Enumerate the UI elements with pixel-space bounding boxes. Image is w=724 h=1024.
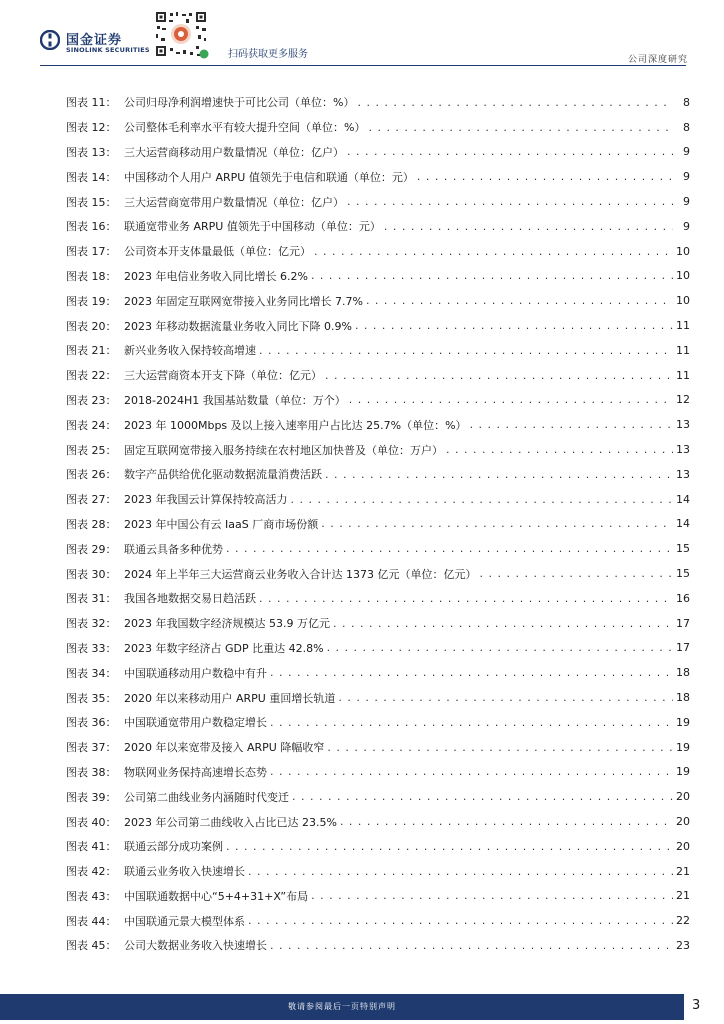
figure-page-number: 14 (676, 492, 690, 506)
figure-list-item[interactable] (66, 536, 690, 561)
figure-number: 图表 11： (66, 96, 117, 110)
figure-list-item[interactable] (66, 884, 690, 909)
dot-leader (270, 939, 673, 952)
figure-title: 2018-2024H1 我国基站数量（单位：万个） (124, 393, 346, 407)
figure-title: 联通宽带业务 ARPU 值领先于中国移动（单位：元） (124, 220, 381, 234)
figure-page-number: 10 (676, 269, 690, 283)
figure-number: 图表 27： (66, 493, 117, 507)
figure-number: 图表 24： (66, 418, 117, 432)
figure-page-number: 10 (676, 244, 690, 258)
figure-list-item[interactable] (66, 760, 690, 785)
figure-page-number: 8 (683, 120, 690, 134)
figure-list-item[interactable] (66, 388, 690, 413)
figure-list-item[interactable] (66, 288, 690, 313)
figure-list-item[interactable] (66, 313, 690, 338)
brand-name-en: SINOLINK SECURITIES (66, 46, 150, 54)
dot-leader (357, 96, 673, 109)
dot-leader (366, 294, 673, 307)
figure-page-number: 18 (676, 691, 690, 705)
figure-list-item[interactable] (66, 611, 690, 636)
figure-list-item[interactable] (66, 164, 690, 189)
figure-list (66, 90, 690, 958)
figure-title: 公司大数据业务收入快速增长 (124, 939, 267, 953)
figure-number: 图表 20： (66, 319, 117, 333)
figure-title: 2020 年以来宽带及接入 ARPU 降幅收窄 (124, 741, 325, 755)
brand-name-cn: 国金证券 (66, 33, 123, 48)
dot-leader (340, 815, 673, 828)
dot-leader (384, 220, 673, 233)
figure-page-number: 14 (676, 517, 690, 531)
dot-leader (292, 790, 673, 803)
dot-leader (248, 865, 673, 878)
figure-page-number: 11 (676, 368, 690, 382)
figure-number: 图表 31： (66, 592, 117, 606)
sinolink-logo-mark-icon (40, 30, 60, 50)
figure-number: 图表 15： (66, 195, 117, 209)
figure-list-item[interactable] (66, 189, 690, 214)
figure-page-number: 13 (676, 418, 690, 432)
figure-title: 我国各地数据交易日趋活跃 (124, 592, 256, 606)
figure-title: 三大运营商资本开支下降（单位：亿元） (124, 369, 322, 383)
figure-page-number: 9 (683, 170, 690, 184)
figure-list-item[interactable] (66, 685, 690, 710)
figure-number: 图表 21： (66, 344, 117, 358)
dot-leader (321, 517, 673, 530)
figure-title: 2023 年我国云计算保持较高活力 (124, 493, 288, 507)
dot-leader (270, 666, 673, 679)
dot-leader (479, 567, 673, 580)
figure-title: 中国联通宽带用户数稳定增长 (124, 716, 267, 730)
figure-page-number: 13 (676, 443, 690, 457)
figure-page-number: 17 (676, 641, 690, 655)
figure-number: 图表 37： (66, 741, 117, 755)
figure-page-number: 12 (676, 393, 690, 407)
dot-leader (355, 319, 673, 332)
figure-list-item[interactable] (66, 214, 690, 239)
figure-title: 物联网业务保持高速增长态势 (124, 765, 267, 779)
figure-page-number: 9 (683, 195, 690, 209)
figure-title: 中国联通元景大模型体系 (124, 914, 245, 928)
figure-page-number: 13 (676, 467, 690, 481)
dot-leader (259, 344, 673, 357)
figure-page-number: 20 (676, 839, 690, 853)
figure-title: 联通云部分成功案例 (124, 840, 223, 854)
figure-list-item[interactable] (66, 140, 690, 165)
dot-leader (259, 592, 673, 605)
dot-leader (368, 121, 673, 134)
figure-number: 图表 12： (66, 121, 117, 135)
figure-page-number: 16 (676, 591, 690, 605)
figure-page-number: 8 (683, 95, 690, 109)
figure-page-number: 11 (676, 319, 690, 333)
figure-number: 图表 38： (66, 765, 117, 779)
figure-list-item[interactable] (66, 90, 690, 115)
figure-list-item[interactable] (66, 363, 690, 388)
figure-list-item[interactable] (66, 338, 690, 363)
dot-leader (311, 889, 673, 902)
figure-page-number: 19 (676, 740, 690, 754)
figure-number: 图表 33： (66, 641, 117, 655)
figure-title: 2023 年固定互联网宽带接入业务同比增长 7.7% (124, 294, 363, 308)
figure-title: 公司资本开支体量最低（单位：亿元） (124, 245, 311, 259)
figure-page-number: 19 (676, 765, 690, 779)
figure-number: 图表 28： (66, 517, 117, 531)
figure-page-number: 23 (676, 938, 690, 952)
figure-page-number: 20 (676, 815, 690, 828)
figure-number: 图表 39： (66, 790, 117, 804)
figure-title: 2023 年移动数据流量业务收入同比下降 0.9% (124, 319, 352, 333)
figure-page-number: 22 (676, 914, 690, 928)
figure-page-number: 17 (676, 616, 690, 630)
figure-number: 图表 45： (66, 939, 117, 953)
figure-title: 三大运营商宽带用户数量情况（单位：亿户） (124, 195, 344, 209)
figure-list-item[interactable] (66, 660, 690, 685)
figure-title: 固定互联网宽带接入服务持续在农村地区加快普及（单位：万户） (124, 443, 443, 457)
figure-title: 公司第二曲线业务内涵随时代变迁 (124, 790, 289, 804)
figure-number: 图表 17： (66, 245, 117, 259)
figure-number: 图表 34： (66, 666, 117, 680)
dot-leader (327, 741, 673, 754)
figure-list-item[interactable] (66, 487, 690, 512)
figure-page-number: 18 (676, 666, 690, 680)
figure-number: 图表 16： (66, 220, 117, 234)
qr-caption: 扫码获取更多服务 (228, 49, 308, 60)
figure-title: 中国联通移动用户数稳中有升 (124, 666, 267, 680)
figure-number: 图表 25： (66, 443, 117, 457)
figure-number: 图表 29： (66, 542, 117, 556)
figure-list-item[interactable] (66, 264, 690, 289)
figure-list-item[interactable] (66, 834, 690, 859)
figure-title: 2023 年我国数字经济规模达 53.9 万亿元 (124, 617, 330, 631)
figure-list-item[interactable] (66, 437, 690, 462)
figure-number: 图表 42： (66, 865, 117, 879)
figure-page-number: 21 (676, 864, 690, 878)
figure-list-item[interactable] (66, 412, 690, 437)
qr-code-icon[interactable] (152, 8, 210, 60)
figure-number: 图表 22： (66, 369, 117, 383)
figure-title: 2023 年中国公有云 IaaS 厂商市场份额 (124, 517, 319, 531)
figure-title: 公司归母净利润增速快于可比公司（单位：%） (124, 96, 355, 110)
dot-leader (338, 691, 673, 704)
figure-list-item[interactable] (66, 809, 690, 834)
dot-leader (333, 617, 673, 630)
figure-list-item[interactable] (66, 512, 690, 537)
figure-number: 图表 32： (66, 617, 117, 631)
figure-page-number: 20 (676, 790, 690, 804)
report-type-label: 公司深度研究 (627, 55, 688, 65)
dot-leader (311, 269, 673, 282)
figure-page-number: 10 (676, 294, 690, 308)
figure-page-number: 15 (676, 542, 690, 556)
dot-leader (417, 170, 673, 183)
figure-list-item[interactable] (66, 908, 690, 933)
figure-list-item[interactable] (66, 239, 690, 264)
dot-leader (325, 369, 673, 382)
figure-number: 图表 41： (66, 840, 117, 854)
header-divider (40, 65, 686, 66)
dot-leader (327, 641, 673, 654)
figure-list-item[interactable] (66, 784, 690, 809)
disclaimer-note: 敬请参阅最后一页特别声明 (288, 1002, 396, 1011)
dot-leader (347, 195, 673, 208)
figure-title: 2023 年数字经济占 GDP 比重达 42.8% (124, 641, 324, 655)
figure-list-item[interactable] (66, 636, 690, 661)
dot-leader (226, 542, 673, 555)
figure-title: 数字产品供给优化驱动数据流量消费活跃 (124, 468, 322, 482)
figure-page-number: 15 (676, 567, 690, 581)
figure-page-number: 19 (676, 715, 690, 729)
page-number: 3 (692, 998, 701, 1013)
figure-list-item[interactable] (66, 859, 690, 884)
figure-title: 新兴业务收入保持较高增速 (124, 344, 256, 358)
figure-number: 图表 13： (66, 145, 117, 159)
figure-page-number: 11 (676, 343, 690, 357)
dot-leader (270, 716, 673, 729)
figure-title: 联通云具备多种优势 (124, 542, 223, 556)
dot-leader (291, 493, 674, 506)
figure-number: 图表 44： (66, 914, 117, 928)
dot-leader (314, 245, 673, 258)
figure-page-number: 9 (683, 219, 690, 233)
figure-number: 图表 35： (66, 691, 117, 705)
figure-page-number: 9 (683, 145, 690, 159)
figure-title: 2023 年 1000Mbps 及以上接入速率用户占比达 25.7%（单位：%） (124, 418, 467, 432)
figure-number: 图表 43： (66, 889, 117, 903)
figure-list-item[interactable] (66, 561, 690, 586)
figure-number: 图表 19： (66, 294, 117, 308)
figure-title: 2023 年电信业务收入同比增长 6.2% (124, 269, 308, 283)
figure-page-number: 21 (676, 889, 690, 903)
figure-list-item[interactable] (66, 735, 690, 760)
figure-title: 联通云业务收入快速增长 (124, 865, 245, 879)
figure-number: 图表 30： (66, 567, 117, 581)
dot-leader (226, 840, 673, 853)
figure-title: 2024 年上半年三大运营商云业务收入合计达 1373 亿元（单位：亿元） (124, 567, 477, 581)
dot-leader (270, 765, 673, 778)
figure-list-item[interactable] (66, 933, 690, 958)
figure-title: 中国联通数据中心“5+4+31+X”布局 (124, 889, 309, 903)
figure-list-item[interactable] (66, 115, 690, 140)
figure-list-item[interactable] (66, 710, 690, 735)
dot-leader (325, 468, 673, 481)
figure-title: 三大运营商移动用户数量情况（单位：亿户） (124, 145, 344, 159)
figure-number: 图表 40： (66, 815, 117, 829)
dot-leader (248, 914, 673, 927)
figure-title: 公司整体毛利率水平有较大提升空间（单位：%） (124, 121, 366, 135)
page-header (0, 0, 724, 66)
figure-number: 图表 18： (66, 269, 117, 283)
dot-leader (446, 443, 673, 456)
dot-leader (470, 418, 673, 431)
figure-title: 中国移动个人用户 ARPU 值领先于电信和联通（单位：元） (124, 170, 414, 184)
figure-number: 图表 26： (66, 468, 117, 482)
figure-list-item[interactable] (66, 462, 690, 487)
figure-number: 图表 14： (66, 170, 117, 184)
page-footer (0, 994, 724, 1024)
figure-title: 2023 年公司第二曲线收入占比已达 23.5% (124, 815, 337, 829)
figure-number: 图表 23： (66, 393, 117, 407)
figure-list-item[interactable] (66, 586, 690, 611)
figure-title: 2020 年以来移动用户 ARPU 重回增长轨道 (124, 691, 336, 705)
dot-leader (349, 393, 673, 406)
figure-number: 图表 36： (66, 716, 117, 730)
dot-leader (347, 145, 673, 158)
